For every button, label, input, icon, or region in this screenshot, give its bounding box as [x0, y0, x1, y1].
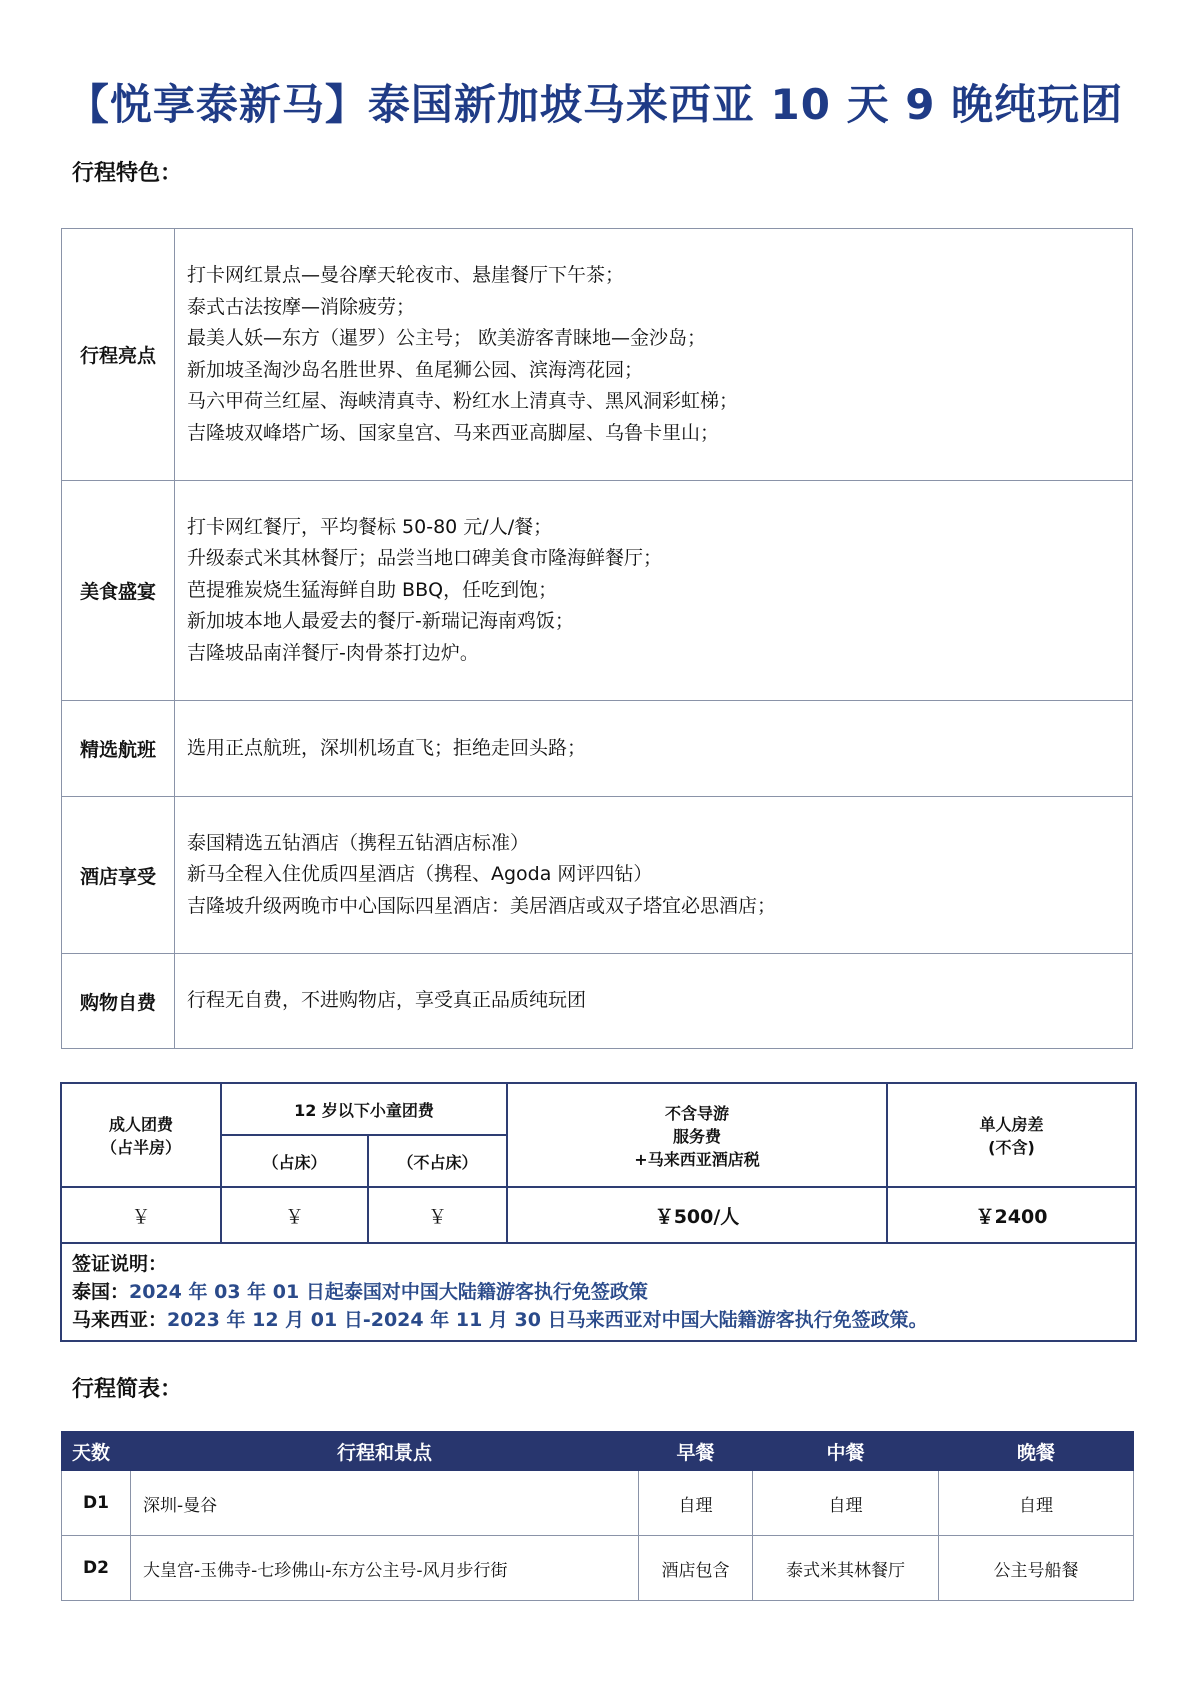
- features-heading: 行程特色：: [72, 161, 183, 186]
- child-fee-header: 12 岁以下小童团费: [221, 1083, 507, 1135]
- price-header-row: [61, 1083, 1136, 1135]
- excluded-fee-line: 不含导游: [664, 1103, 729, 1123]
- child-nobed-value: ￥: [368, 1187, 507, 1243]
- feature-label: 酒店享受: [62, 797, 175, 954]
- feature-label: 精选航班: [62, 701, 175, 797]
- visa-notes: [61, 1243, 1136, 1341]
- day-cell: D1: [62, 1471, 131, 1536]
- spots-cell: 大皇宫-玉佛寺-七珍佛山-东方公主号-风月步行街: [131, 1536, 639, 1601]
- features-table: [61, 228, 1133, 1049]
- feature-row-flights: [62, 701, 1133, 797]
- header-lunch: 中餐: [753, 1432, 939, 1471]
- feature-line: 吉隆坡双峰塔广场、国家皇宫、马来西亚高脚屋、乌鲁卡里山；: [187, 421, 720, 444]
- table-row: [62, 1471, 1134, 1536]
- feature-label: 购物自费: [62, 954, 175, 1049]
- excluded-fee-line: +马来西亚酒店税: [634, 1149, 760, 1169]
- feature-row-food: [62, 481, 1133, 701]
- table-row: [62, 1536, 1134, 1601]
- itinerary-heading: 行程简表：: [72, 1377, 183, 1402]
- adult-fee-label: 成人团费: [108, 1115, 173, 1134]
- feature-line: 新马全程入住优质四星酒店（携程、Agoda 网评四钻）: [187, 863, 653, 886]
- adult-fee-value: ￥: [61, 1187, 221, 1243]
- day-cell: D2: [62, 1536, 131, 1601]
- single-room-value: ￥2400: [887, 1187, 1136, 1243]
- header-day: 天数: [62, 1432, 131, 1471]
- feature-label: 行程亮点: [62, 229, 175, 481]
- visa-country-malaysia: 马来西亚：: [72, 1309, 168, 1331]
- feature-content: [175, 954, 1133, 1049]
- excluded-fee-line: 服务费: [672, 1126, 721, 1146]
- breakfast-cell: 酒店包含: [639, 1536, 753, 1601]
- feature-line: 打卡网红景点—曼谷摩天轮夜市、悬崖餐厅下午茶；: [187, 264, 625, 286]
- single-room-header: [887, 1083, 1136, 1187]
- feature-line: 芭提雅炭烧生猛海鲜自助 BBQ，任吃到饱；: [187, 578, 558, 601]
- feature-line: 升级泰式米其林餐厅；品尝当地口碑美食市隆海鲜餐厅；: [187, 547, 663, 570]
- visa-thailand: [72, 1278, 1125, 1306]
- feature-label: 美食盛宴: [62, 481, 175, 701]
- visa-country-thailand: 泰国：: [72, 1281, 130, 1303]
- price-value-row: [61, 1187, 1136, 1243]
- itinerary-table: [61, 1431, 1134, 1601]
- child-bed-header: （占床）: [221, 1135, 368, 1187]
- excluded-fee-value: ￥500/人: [507, 1187, 887, 1243]
- feature-line: 新加坡本地人最爱去的餐厅-新瑞记海南鸡饭；: [187, 610, 574, 633]
- single-room-label: 单人房差: [979, 1115, 1044, 1134]
- feature-row-shopping: [62, 954, 1133, 1049]
- feature-content: [175, 701, 1133, 797]
- dinner-cell: 公主号船餐: [939, 1536, 1134, 1601]
- dinner-cell: 自理: [939, 1471, 1134, 1536]
- single-room-note: (不含): [988, 1138, 1035, 1157]
- feature-line: 泰国精选五钻酒店（携程五钻酒店标准）: [187, 831, 530, 854]
- visa-malaysia: [72, 1306, 1125, 1334]
- feature-row-hotels: [62, 797, 1133, 954]
- adult-fee-note: （占半房）: [100, 1138, 181, 1157]
- excluded-fee-header: [507, 1083, 887, 1187]
- spots-cell: 深圳-曼谷: [131, 1471, 639, 1536]
- lunch-cell: 自理: [753, 1471, 939, 1536]
- child-nobed-header: （不占床）: [368, 1135, 507, 1187]
- feature-content: [175, 481, 1133, 701]
- feature-line: 行程无自费，不进购物店，享受真正品质纯玩团: [187, 989, 587, 1012]
- child-bed-value: ￥: [221, 1187, 368, 1243]
- breakfast-cell: 自理: [639, 1471, 753, 1536]
- page-title: 【悦享泰新马】泰国新加坡马来西亚 10 天 9 晚纯玩团: [66, 80, 1124, 129]
- header-breakfast: 早餐: [639, 1432, 753, 1471]
- feature-line: 最美人妖—东方（暹罗）公主号； 欧美游客青睐地—金沙岛；: [187, 327, 707, 349]
- visa-text-thailand: 2024 年 03 年 01 日起泰国对中国大陆籍游客执行免签政策: [129, 1281, 648, 1303]
- feature-line: 吉隆坡升级两晚市中心国际四星酒店：美居酒店或双子塔宜必思酒店；: [187, 894, 777, 917]
- visa-row: [61, 1243, 1136, 1341]
- header-dinner: 晚餐: [939, 1432, 1134, 1471]
- feature-content: [175, 229, 1133, 481]
- feature-line: 选用正点航班，深圳机场直飞；拒绝走回头路；: [187, 736, 587, 759]
- feature-content: [175, 797, 1133, 954]
- feature-row-highlights: [62, 229, 1133, 481]
- feature-line: 泰式古法按摩—消除疲劳；: [187, 295, 416, 318]
- visa-heading: 签证说明：: [72, 1253, 168, 1275]
- feature-line: 新加坡圣淘沙岛名胜世界、鱼尾狮公园、滨海湾花园；: [187, 358, 644, 381]
- header-spots: 行程和景点: [131, 1432, 639, 1471]
- feature-line: 马六甲荷兰红屋、海峡清真寺、粉红水上清真寺、黑风洞彩虹梯；: [187, 390, 739, 412]
- visa-text-malaysia: 2023 年 12 月 01 日-2024 年 11 月 30 日马来西亚对中国大陆籍游客执行免签政策。: [167, 1309, 928, 1331]
- adult-fee-header: [61, 1083, 221, 1187]
- itinerary-header-row: [62, 1432, 1134, 1471]
- feature-line: 吉隆坡品南洋餐厅-肉骨茶打边炉。: [187, 641, 479, 664]
- price-table: [60, 1082, 1137, 1342]
- feature-line: 打卡网红餐厅，平均餐标 50-80 元/人/餐；: [187, 515, 553, 538]
- lunch-cell: 泰式米其林餐厅: [753, 1536, 939, 1601]
